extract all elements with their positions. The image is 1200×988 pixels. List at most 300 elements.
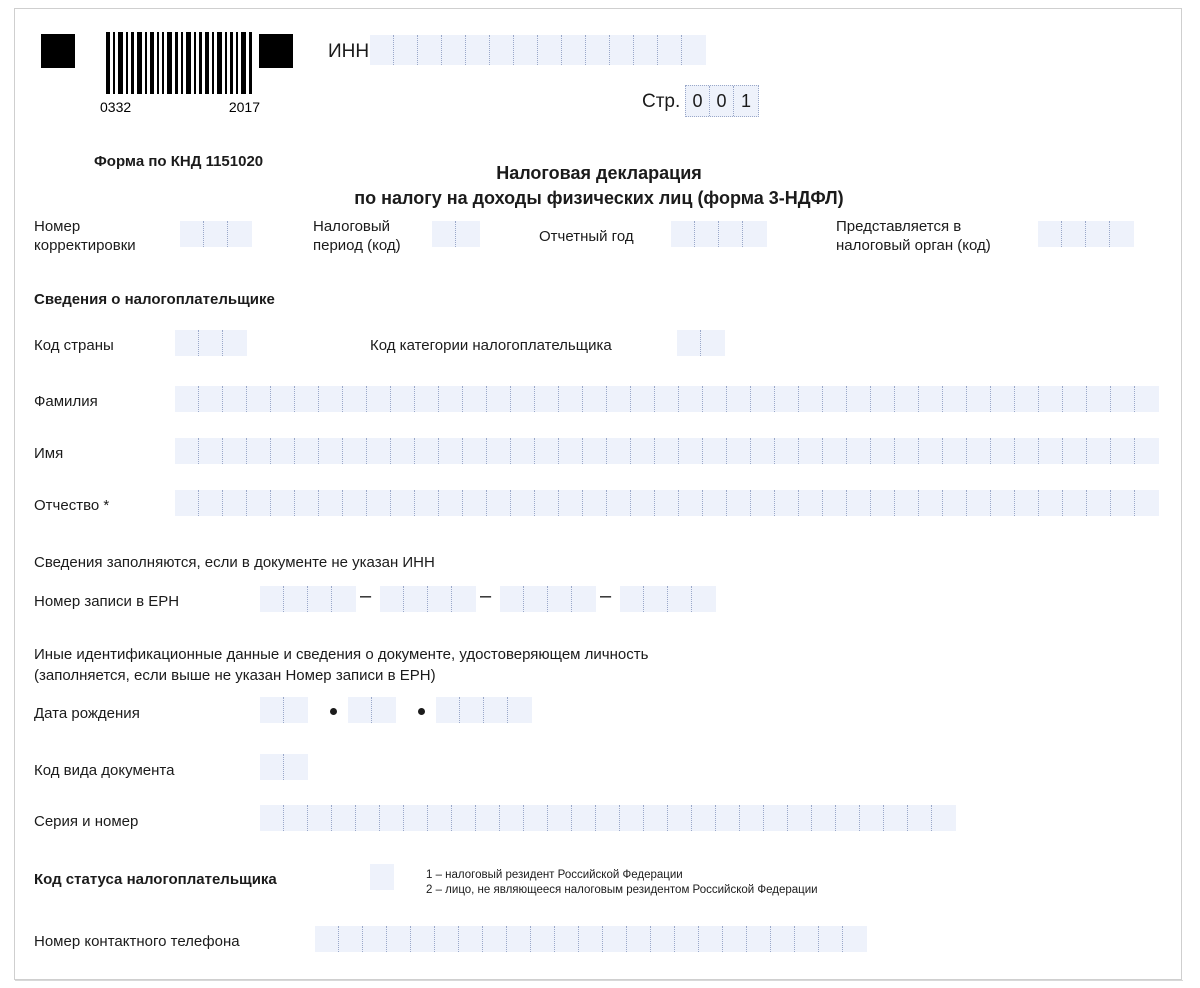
document-type-code-label: Код вида документа	[34, 762, 175, 779]
form-cell[interactable]	[967, 490, 991, 516]
page-title: Налоговая декларация	[496, 163, 702, 183]
form-cell[interactable]	[284, 586, 308, 612]
form-cell[interactable]	[387, 926, 411, 952]
form-cell[interactable]	[284, 805, 308, 831]
form-cell[interactable]	[991, 490, 1015, 516]
form-cell[interactable]	[223, 490, 247, 516]
form-cell[interactable]	[260, 697, 284, 723]
form-cell[interactable]	[535, 490, 559, 516]
form-cell[interactable]	[511, 490, 535, 516]
form-cell[interactable]	[871, 490, 895, 516]
form-cell[interactable]	[703, 386, 727, 412]
taxpayer-info-heading: Сведения о налогоплательщике	[34, 291, 275, 308]
form-cell[interactable]	[677, 330, 701, 356]
form-cell[interactable]	[228, 221, 252, 247]
form-cell[interactable]	[943, 490, 967, 516]
form-cell[interactable]	[586, 35, 610, 65]
form-cell[interactable]	[284, 754, 308, 780]
form-cell[interactable]	[871, 438, 895, 464]
form-cell[interactable]	[460, 697, 484, 723]
form-cell[interactable]	[391, 438, 415, 464]
form-cell[interactable]	[627, 926, 651, 952]
form-cell[interactable]	[508, 697, 532, 723]
form-cell[interactable]	[919, 386, 943, 412]
form-cell[interactable]	[799, 490, 823, 516]
form-cell[interactable]	[719, 221, 743, 247]
form-cell[interactable]	[1111, 386, 1135, 412]
form-cell[interactable]	[1087, 438, 1111, 464]
form-cell[interactable]	[634, 35, 658, 65]
form-cell[interactable]	[247, 438, 271, 464]
form-cell[interactable]	[1111, 438, 1135, 464]
form-cell[interactable]	[538, 35, 562, 65]
form-cell[interactable]	[943, 438, 967, 464]
correction-number-label-line2: корректировки	[34, 237, 136, 254]
ern-dash-2: –	[480, 585, 492, 607]
form-cell[interactable]	[370, 864, 394, 890]
form-cell[interactable]	[339, 926, 363, 952]
form-cell[interactable]	[415, 438, 439, 464]
form-cell[interactable]	[428, 805, 452, 831]
form-cell[interactable]	[260, 805, 284, 831]
birth-date-label: Дата рождения	[34, 705, 140, 722]
patronymic-label: Отчество *	[34, 497, 110, 514]
form-cell[interactable]	[247, 386, 271, 412]
other-id-note-line2: (заполняется, если выше не указан Номер записи в ЕРН)	[34, 667, 436, 684]
form-cell[interactable]	[799, 386, 823, 412]
form-cell[interactable]	[507, 926, 531, 952]
form-cell[interactable]	[682, 35, 706, 65]
form-cell[interactable]	[631, 386, 655, 412]
page-number-input[interactable]	[685, 85, 759, 117]
barcode-number-right: 2017	[228, 99, 260, 115]
submitted-to-label-line1: Представляется в	[836, 218, 962, 235]
form-cell[interactable]	[692, 805, 716, 831]
form-cell[interactable]	[415, 490, 439, 516]
form-cell[interactable]	[370, 35, 394, 65]
form-sheet	[14, 8, 1182, 980]
form-cell[interactable]	[631, 490, 655, 516]
form-cell[interactable]	[603, 926, 627, 952]
form-cell[interactable]	[583, 386, 607, 412]
patronymic-input[interactable]	[175, 490, 1159, 516]
form-cell[interactable]	[415, 386, 439, 412]
form-cell[interactable]	[548, 586, 572, 612]
form-cell[interactable]	[747, 926, 771, 952]
form-cell[interactable]	[511, 438, 535, 464]
form-cell[interactable]	[175, 490, 199, 516]
form-cell[interactable]	[391, 386, 415, 412]
form-cell[interactable]	[559, 490, 583, 516]
form-cell[interactable]	[658, 35, 682, 65]
form-code-label: Форма по КНД 1151020	[94, 153, 264, 170]
form-cell[interactable]	[175, 438, 199, 464]
form-cell[interactable]	[315, 926, 339, 952]
form-cell[interactable]	[1062, 221, 1086, 247]
form-cell[interactable]	[967, 386, 991, 412]
birth-month-input[interactable]	[348, 697, 396, 723]
form-cell[interactable]	[559, 386, 583, 412]
form-cell[interactable]	[884, 805, 908, 831]
form-cell[interactable]	[679, 490, 703, 516]
form-cell[interactable]	[919, 438, 943, 464]
form-cell[interactable]	[716, 805, 740, 831]
form-cell[interactable]	[1038, 221, 1062, 247]
form-cell[interactable]	[380, 805, 404, 831]
form-cell[interactable]	[679, 386, 703, 412]
form-cell[interactable]	[1110, 221, 1134, 247]
form-cell[interactable]	[819, 926, 843, 952]
form-cell[interactable]	[631, 438, 655, 464]
form-cell[interactable]	[668, 805, 692, 831]
form-cell[interactable]	[932, 805, 956, 831]
form-cell[interactable]	[655, 438, 679, 464]
ern-dash-1: –	[360, 585, 372, 607]
correction-number-label-line1: Номер	[34, 218, 81, 235]
reporting-year-label: Отчетный год	[539, 228, 634, 245]
country-code-label: Код страны	[34, 337, 114, 354]
form-cell[interactable]	[1015, 490, 1039, 516]
birth-date-separator-1	[330, 708, 337, 715]
form-cell[interactable]	[199, 490, 223, 516]
form-cell[interactable]	[223, 330, 247, 356]
form-cell[interactable]	[692, 586, 716, 612]
form-cell[interactable]	[908, 805, 932, 831]
form-cell[interactable]	[1135, 438, 1159, 464]
form-cell[interactable]	[823, 386, 847, 412]
form-cell[interactable]	[775, 386, 799, 412]
form-cell[interactable]	[751, 386, 775, 412]
form-cell[interactable]	[644, 586, 668, 612]
form-cell[interactable]	[655, 386, 679, 412]
form-cell[interactable]	[1039, 490, 1063, 516]
first-name-input[interactable]	[175, 438, 1159, 464]
form-cell[interactable]	[596, 805, 620, 831]
form-cell[interactable]	[199, 330, 223, 356]
form-cell[interactable]	[319, 386, 343, 412]
form-cell[interactable]	[607, 386, 631, 412]
tax-period-input[interactable]	[432, 221, 480, 247]
form-cell[interactable]	[432, 221, 456, 247]
form-cell[interactable]	[775, 438, 799, 464]
form-cell[interactable]	[1087, 386, 1111, 412]
form-cell[interactable]	[559, 438, 583, 464]
form-cell[interactable]	[223, 438, 247, 464]
form-cell[interactable]	[675, 926, 699, 952]
form-cell[interactable]	[204, 221, 228, 247]
form-cell[interactable]	[436, 697, 460, 723]
form-cell[interactable]	[223, 386, 247, 412]
form-cell[interactable]	[620, 805, 644, 831]
form-cell[interactable]	[1039, 386, 1063, 412]
taxpayer-status-code-input[interactable]	[370, 864, 394, 890]
form-cell[interactable]	[514, 35, 538, 65]
form-cell[interactable]	[751, 438, 775, 464]
form-cell[interactable]	[343, 438, 367, 464]
series-and-number-label: Серия и номер	[34, 813, 139, 830]
form-cell[interactable]	[428, 586, 452, 612]
form-cell[interactable]	[524, 586, 548, 612]
form-cell[interactable]	[695, 221, 719, 247]
barcode-numbers	[100, 99, 260, 115]
form-cell[interactable]	[1111, 490, 1135, 516]
form-cell[interactable]	[620, 586, 644, 612]
form-cell[interactable]	[271, 386, 295, 412]
form-cell[interactable]	[843, 926, 867, 952]
form-cell[interactable]	[511, 386, 535, 412]
form-cell[interactable]	[795, 926, 819, 952]
form-cell[interactable]	[260, 754, 284, 780]
form-cell[interactable]	[644, 805, 668, 831]
form-cell[interactable]	[391, 490, 415, 516]
status-hint-resident: 1 – налоговый резидент Российской Федерации	[426, 869, 683, 881]
form-cell[interactable]	[308, 805, 332, 831]
form-cell[interactable]	[284, 697, 308, 723]
form-cell[interactable]	[1063, 438, 1087, 464]
ern-input-part-1[interactable]	[260, 586, 356, 612]
form-cell[interactable]	[610, 35, 634, 65]
form-cell[interactable]	[175, 386, 199, 412]
form-cell[interactable]	[847, 490, 871, 516]
form-cell[interactable]	[367, 438, 391, 464]
birth-day-input[interactable]	[260, 697, 308, 723]
inn-input[interactable]	[370, 35, 706, 65]
page-digit: 0	[686, 86, 710, 116]
form-cell[interactable]	[1086, 221, 1110, 247]
form-cell[interactable]	[535, 386, 559, 412]
birth-date-separator-2	[418, 708, 425, 715]
form-cell[interactable]	[1135, 386, 1159, 412]
form-cell[interactable]	[751, 490, 775, 516]
form-cell[interactable]	[487, 386, 511, 412]
form-cell[interactable]	[836, 805, 860, 831]
form-cell[interactable]	[655, 490, 679, 516]
form-cell[interactable]	[1063, 490, 1087, 516]
taxpayer-category-code-label: Код категории налогоплательщика	[370, 337, 612, 354]
tax-period-label-line1: Налоговый	[313, 218, 391, 235]
form-cell[interactable]	[535, 438, 559, 464]
form-cell[interactable]	[348, 697, 372, 723]
form-cell[interactable]	[404, 805, 428, 831]
form-cell[interactable]	[583, 438, 607, 464]
form-cell[interactable]	[180, 221, 204, 247]
form-cell[interactable]	[860, 805, 884, 831]
form-cell[interactable]	[295, 438, 319, 464]
form-cell[interactable]	[727, 438, 751, 464]
form-cell[interactable]	[919, 490, 943, 516]
form-cell[interactable]	[295, 490, 319, 516]
form-cell[interactable]	[418, 35, 442, 65]
form-cell[interactable]	[562, 35, 586, 65]
form-cell[interactable]	[723, 926, 747, 952]
form-cell[interactable]	[199, 438, 223, 464]
form-cell[interactable]	[823, 490, 847, 516]
form-cell[interactable]	[531, 926, 555, 952]
taxpayer-status-code-label: Код статуса налогоплательщика	[34, 871, 277, 888]
form-cell[interactable]	[668, 586, 692, 612]
form-cell[interactable]	[484, 697, 508, 723]
form-cell[interactable]	[260, 586, 284, 612]
form-cell[interactable]	[466, 35, 490, 65]
form-cell[interactable]	[743, 221, 767, 247]
form-cell[interactable]	[775, 490, 799, 516]
ern-dash-3: –	[600, 585, 612, 607]
form-cell[interactable]	[895, 386, 919, 412]
form-cell[interactable]	[332, 586, 356, 612]
form-cell[interactable]	[500, 805, 524, 831]
status-hint-nonresident: 2 – лицо, не являющееся налоговым резидентом Российской Федерации	[426, 884, 818, 896]
contact-phone-label: Номер контактного телефона	[34, 933, 240, 950]
form-cell[interactable]	[895, 438, 919, 464]
form-cell[interactable]	[703, 490, 727, 516]
form-cell[interactable]	[319, 490, 343, 516]
form-cell[interactable]	[452, 586, 476, 612]
form-cell[interactable]	[343, 386, 367, 412]
form-cell[interactable]	[823, 438, 847, 464]
form-cell[interactable]	[671, 221, 695, 247]
form-cell[interactable]	[380, 586, 404, 612]
form-cell[interactable]	[247, 490, 271, 516]
submitted-to-input[interactable]	[1038, 221, 1134, 247]
form-cell[interactable]	[799, 438, 823, 464]
page-digit: 0	[710, 86, 734, 116]
form-cell[interactable]	[459, 926, 483, 952]
form-cell[interactable]	[679, 438, 703, 464]
series-and-number-input[interactable]	[260, 805, 956, 831]
form-cell[interactable]	[701, 330, 725, 356]
form-cell[interactable]	[452, 805, 476, 831]
corner-marker-right-icon	[259, 34, 293, 68]
form-cell[interactable]	[463, 490, 487, 516]
form-cell[interactable]	[456, 221, 480, 247]
other-id-note-line1: Иные идентификационные данные и сведения о документе, удостоверяющем личность	[34, 646, 649, 663]
form-cell[interactable]	[295, 386, 319, 412]
form-cell[interactable]	[500, 586, 524, 612]
form-cell[interactable]	[895, 490, 919, 516]
form-cell[interactable]	[404, 586, 428, 612]
form-cell[interactable]	[439, 438, 463, 464]
form-cell[interactable]	[394, 35, 418, 65]
form-cell[interactable]	[199, 386, 223, 412]
form-cell[interactable]	[411, 926, 435, 952]
form-cell[interactable]	[943, 386, 967, 412]
form-cell[interactable]	[771, 926, 795, 952]
page-number-label: Стр.	[642, 91, 681, 112]
form-cell[interactable]	[1135, 490, 1159, 516]
form-cell[interactable]	[871, 386, 895, 412]
barcode-number-left: 0332	[100, 99, 132, 115]
form-cell[interactable]	[363, 926, 387, 952]
correction-number-input[interactable]	[180, 221, 252, 247]
form-cell[interactable]	[435, 926, 459, 952]
form-cell[interactable]	[332, 805, 356, 831]
form-cell[interactable]	[1087, 490, 1111, 516]
document-type-code-input[interactable]	[260, 754, 308, 780]
form-cell[interactable]	[476, 805, 500, 831]
form-cell[interactable]	[651, 926, 675, 952]
form-cell[interactable]	[463, 438, 487, 464]
barcode-icon	[106, 32, 252, 94]
submitted-to-label-line2: налоговый орган (код)	[836, 237, 991, 254]
taxpayer-category-code-input[interactable]	[677, 330, 725, 356]
form-cell[interactable]	[367, 490, 391, 516]
form-cell[interactable]	[439, 490, 463, 516]
tax-period-label-line2: период (код)	[313, 237, 401, 254]
corner-marker-left-icon	[41, 34, 75, 68]
page-subtitle: по налогу на доходы физических лиц (форма 3-НДФЛ)	[354, 188, 844, 208]
form-cell[interactable]	[579, 926, 603, 952]
form-cell[interactable]	[1015, 386, 1039, 412]
form-cell[interactable]	[967, 438, 991, 464]
surname-label: Фамилия	[34, 393, 98, 410]
form-cell[interactable]	[740, 805, 764, 831]
form-cell[interactable]	[847, 386, 871, 412]
form-cell[interactable]	[356, 805, 380, 831]
contact-phone-input[interactable]	[315, 926, 867, 952]
surname-input[interactable]	[175, 386, 1159, 412]
first-name-label: Имя	[34, 445, 64, 462]
form-cell[interactable]	[727, 386, 751, 412]
form-cell[interactable]	[572, 805, 596, 831]
form-cell[interactable]	[439, 386, 463, 412]
form-cell[interactable]	[487, 438, 511, 464]
form-cell[interactable]	[319, 438, 343, 464]
form-cell[interactable]	[372, 697, 396, 723]
form-cell[interactable]	[991, 386, 1015, 412]
form-cell[interactable]	[343, 490, 367, 516]
form-cell[interactable]	[583, 490, 607, 516]
form-cell[interactable]	[442, 35, 466, 65]
ern-input-part-2[interactable]	[380, 586, 476, 612]
form-cell[interactable]	[548, 805, 572, 831]
form-cell[interactable]	[1063, 386, 1087, 412]
form-cell[interactable]	[727, 490, 751, 516]
form-cell[interactable]	[175, 330, 199, 356]
form-cell[interactable]	[788, 805, 812, 831]
birth-year-input[interactable]	[436, 697, 532, 723]
ern-input-part-4[interactable]	[620, 586, 716, 612]
form-cell[interactable]	[607, 490, 631, 516]
form-cell[interactable]	[271, 438, 295, 464]
form-cell[interactable]	[607, 438, 631, 464]
reporting-year-input[interactable]	[671, 221, 767, 247]
form-cell[interactable]	[812, 805, 836, 831]
form-cell[interactable]	[524, 805, 548, 831]
inn-label: ИНН	[328, 41, 370, 62]
form-cell[interactable]	[308, 586, 332, 612]
form-cell[interactable]	[1039, 438, 1063, 464]
form-cell[interactable]	[1015, 438, 1039, 464]
form-cell[interactable]	[572, 586, 596, 612]
form-cell[interactable]	[555, 926, 579, 952]
country-code-input[interactable]	[175, 330, 247, 356]
page-bottom-divider	[15, 980, 1183, 981]
form-cell[interactable]	[367, 386, 391, 412]
form-cell[interactable]	[991, 438, 1015, 464]
form-cell[interactable]	[483, 926, 507, 952]
form-cell[interactable]	[847, 438, 871, 464]
form-cell[interactable]	[463, 386, 487, 412]
form-cell[interactable]	[764, 805, 788, 831]
ern-record-number-label: Номер записи в ЕРН	[34, 593, 180, 610]
form-cell[interactable]	[271, 490, 295, 516]
form-cell[interactable]	[487, 490, 511, 516]
form-cell[interactable]	[699, 926, 723, 952]
ern-input-part-3[interactable]	[500, 586, 596, 612]
page-digit: 1	[740, 91, 751, 111]
form-cell[interactable]	[703, 438, 727, 464]
form-cell[interactable]	[490, 35, 514, 65]
